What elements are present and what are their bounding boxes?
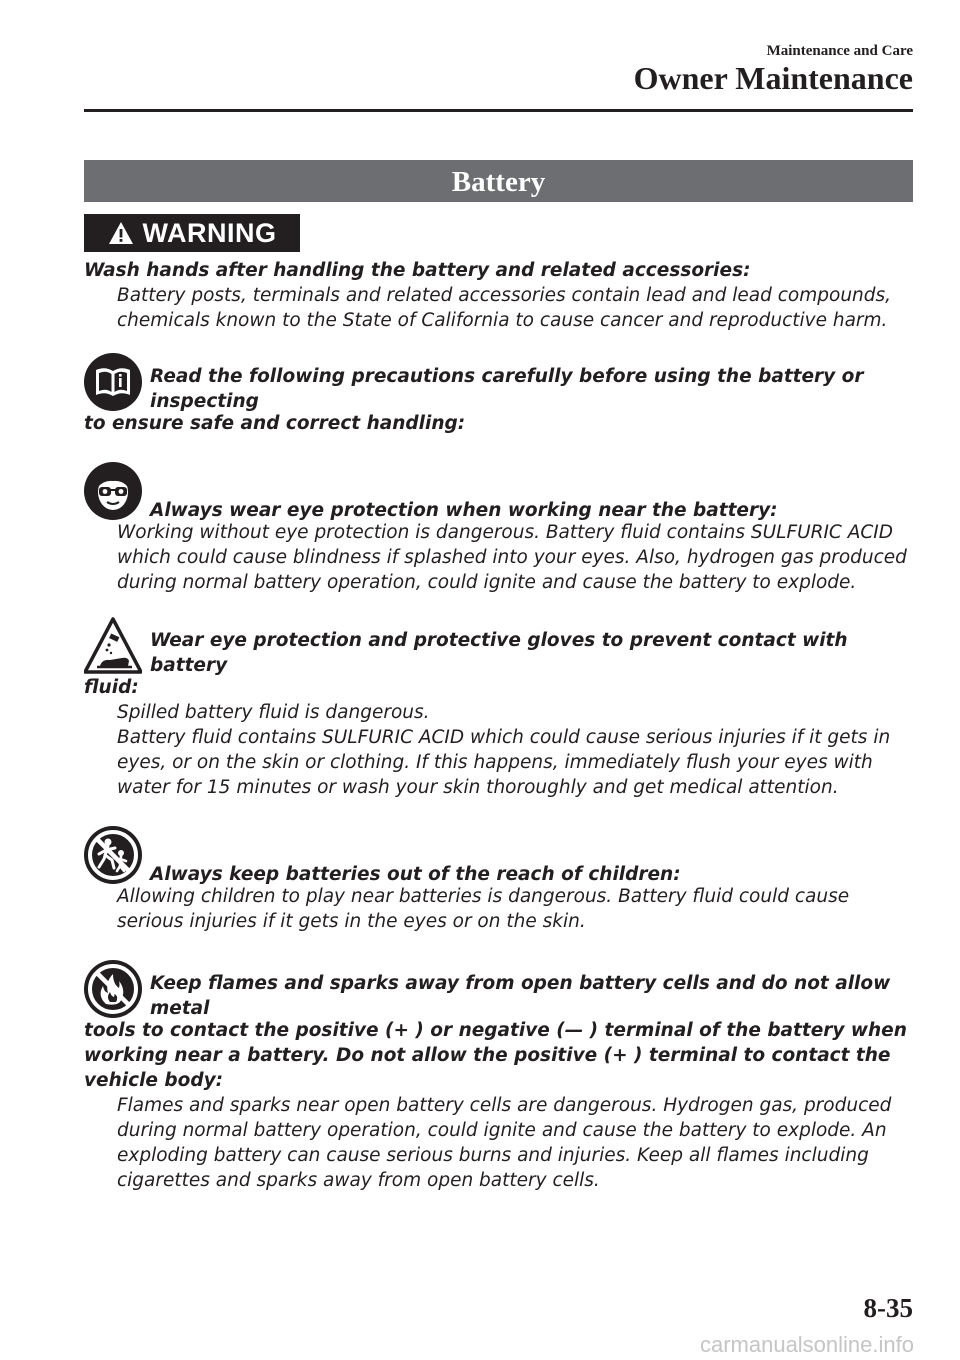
flames-block <box>84 960 913 1193</box>
eye-protection-lead: Always wear eye protection when working near the battery: <box>150 500 778 521</box>
eye-protection-body: Working without eye protection is dangerous. Battery fluid contains SULFURIC ACID which could cause blindness if splashed into your eyes. Also, hydrogen gas produced during normal battery operation, could ignite and cause the battery to explode. <box>117 522 907 593</box>
warning-label: WARNING <box>142 217 277 248</box>
page-number: 8-35 <box>863 1293 913 1323</box>
read-precautions-lead-2: to ensure safe and correct handling: <box>84 413 466 434</box>
watermark: carmanualsonline.info <box>699 1332 914 1357</box>
no-flames-icon <box>84 960 142 1018</box>
wash-hands-body: Battery posts, terminals and related accessories contain lead and lead compounds, chemicals known to the State of California to cause cancer and reproductive harm. <box>117 285 892 331</box>
gloves-block <box>84 617 913 800</box>
header-section-name: Maintenance and Care <box>766 43 913 59</box>
wash-hands-lead: Wash hands after handling the battery and related accessories: <box>84 260 751 281</box>
header-title: Owner Maintenance <box>633 60 913 96</box>
children-body: Allowing children to play near batteries is dangerous. Battery fluid could cause serious injuries if it gets in the eyes or on the skin. <box>117 886 850 932</box>
corrosive-fluid-icon <box>84 617 142 675</box>
wash-hands-block <box>84 258 913 333</box>
warning-triangle-icon <box>108 221 134 245</box>
flames-body: Flames and sparks near open battery cells are dangerous. Hydrogen gas, produced during normal battery operation, could ignite and cause the battery to explode. An exploding battery can cause serious burns and injuries. Keep all flames including cigarettes and sparks away from open battery cells. <box>117 1095 892 1191</box>
flames-lead-2: tools to contact the positive (+ ) or negative (— ) terminal of the battery when working near a battery. Do not allow the positive (+ ) terminal to contact the vehicle body: <box>84 1020 907 1091</box>
keep-away-from-children-icon <box>84 826 142 884</box>
flames-lead-1: Keep flames and sparks away from open battery cells and do not allow metal <box>150 973 891 1019</box>
gloves-body-1: Spilled battery fluid is dangerous. <box>117 702 430 723</box>
children-lead: Always keep batteries out of the reach of children: <box>150 864 681 885</box>
eye-protection-icon <box>84 462 142 520</box>
header-rule <box>84 109 913 112</box>
warning-badge <box>84 214 300 252</box>
read-precautions-block <box>84 353 913 436</box>
read-manual-icon <box>84 353 142 411</box>
section-title: Battery <box>84 160 913 202</box>
gloves-lead-1: Wear eye protection and protective gloves to prevent contact with battery <box>150 630 848 676</box>
read-precautions-lead-1: Read the following precautions carefully before using the battery or inspecting <box>150 366 864 412</box>
eye-protection-block <box>84 462 913 595</box>
gloves-lead-2: fluid: <box>84 677 139 698</box>
gloves-body-2: Battery fluid contains SULFURIC ACID which could cause serious injuries if it gets in eyes, or on the skin or clothing. If this happens, immediately flush your eyes with water for 15 minutes or wash your skin thoroughly and get medical attention. <box>117 727 891 798</box>
children-block <box>84 826 913 934</box>
